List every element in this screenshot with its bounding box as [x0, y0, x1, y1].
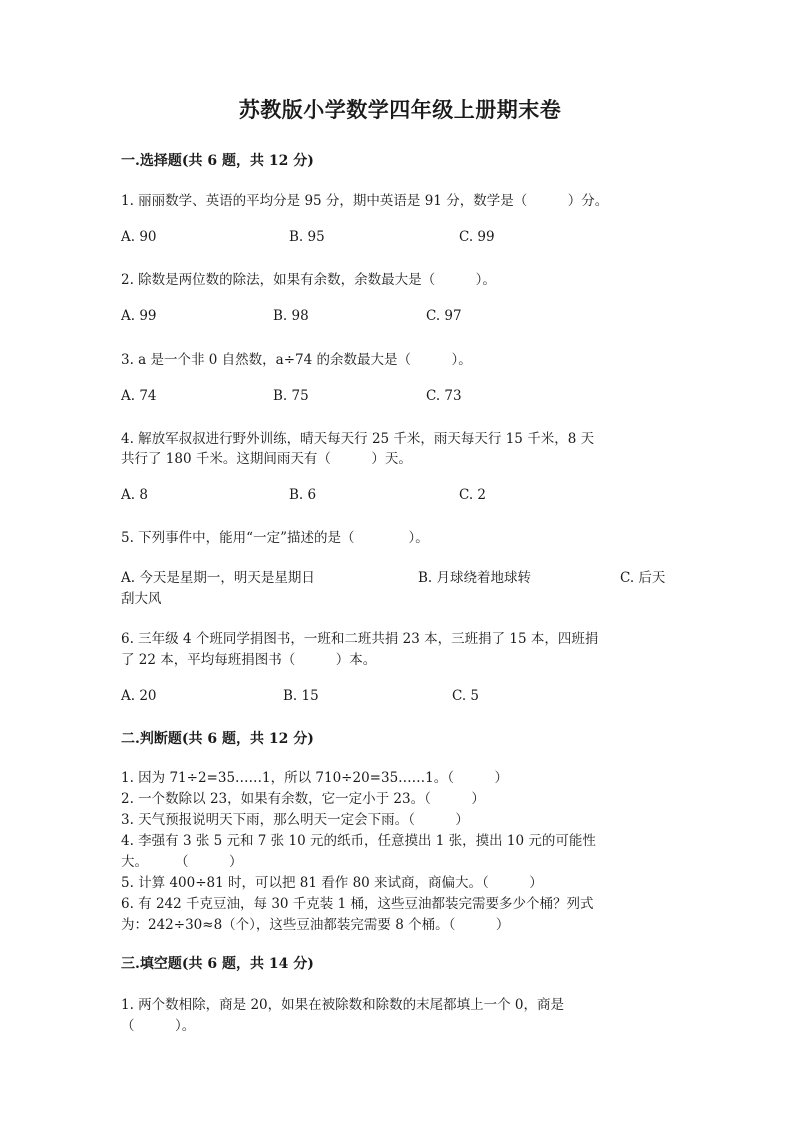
option-c: C. 后天: [620, 570, 666, 586]
question-judge-4-line-2: 大。 （ ）: [121, 854, 243, 870]
option-c: C. 97: [426, 308, 462, 324]
question-choice-3: 3. a 是一个非 0 自然数，a÷74 的余数最大是（ ）。: [121, 352, 472, 368]
option-a: A. 99: [121, 308, 157, 324]
section-heading-judge: 二.判断题(共 6 题，共 12 分): [121, 731, 314, 747]
option-a: A. 74: [121, 388, 157, 404]
option-a: A. 今天是星期一，明天是星期日: [121, 570, 315, 586]
question-choice-6-line-1: 6. 三年级 4 个班同学捐图书，一班和二班共捐 23 本，三班捐了 15 本，四班捐: [121, 631, 599, 647]
option-c: C. 73: [426, 388, 462, 404]
question-judge-5: 5. 计算 400÷81 时，可以把 81 看作 80 来试商，商偏大。（ ）: [121, 875, 543, 891]
question-fill-1-line-1: 1. 两个数相除，商是 20，如果在被除数和除数的末尾都填上一个 0，商是: [121, 997, 565, 1013]
section-heading-choice: 一.选择题(共 6 题，共 12 分): [121, 153, 314, 169]
option-a: A. 8: [121, 487, 148, 503]
option-b: B. 75: [273, 388, 309, 404]
question-choice-4-line-2: 共行了 180 千米。这期间雨天有（ ）天。: [121, 451, 412, 467]
option-b: B. 月球绕着地球转: [418, 570, 532, 586]
question-choice-4-line-1: 4. 解放军叔叔进行野外训练，晴天每天行 25 千米，雨天每天行 15 千米，8 天: [121, 431, 595, 447]
option-b: B. 95: [289, 229, 325, 245]
option-c: C. 5: [452, 688, 480, 704]
question-choice-1: 1. 丽丽数学、英语的平均分是 95 分，期中英语是 91 分，数学是（ ）分。: [121, 193, 609, 209]
exam-title: 苏教版小学数学四年级上册期末卷: [238, 97, 562, 122]
question-judge-4-line-1: 4. 李强有 3 张 5 元和 7 张 10 元的纸币，任意摸出 1 张，摸出 10 元的可能性: [121, 833, 596, 849]
question-judge-3: 3. 天气预报说明天下雨，那么明天一定会下雨。（ ）: [121, 812, 469, 828]
question-choice-6-line-2: 了 22 本，平均每班捐图书（ ）本。: [121, 652, 377, 668]
section-heading-fill: 三.填空题(共 6 题，共 14 分): [121, 956, 314, 972]
question-fill-1-line-2: （ ）。: [121, 1018, 196, 1034]
option-b: B. 6: [289, 487, 317, 503]
question-judge-6-line-2: 为：242÷30≈8（个），这些豆油都装完需要 8 个桶。（ ）: [121, 917, 510, 933]
question-judge-2: 2. 一个数除以 23，如果有余数，它一定小于 23。（ ）: [121, 791, 485, 807]
question-judge-1: 1. 因为 71÷2=35……1，所以 710÷20=35……1。（ ）: [121, 770, 508, 786]
option-c-continuation: 刮大风: [121, 591, 162, 607]
option-b: B. 15: [283, 688, 319, 704]
option-c: C. 99: [459, 229, 495, 245]
question-choice-2: 2. 除数是两位数的除法，如果有余数，余数最大是（ ）。: [121, 272, 496, 288]
option-a: A. 90: [121, 229, 157, 245]
option-b: B. 98: [273, 308, 309, 324]
question-judge-6-line-1: 6. 有 242 千克豆油，每 30 千克装 1 桶，这些豆油都装完需要多少个桶？列式: [121, 896, 594, 912]
question-choice-5: 5. 下列事件中，能用“一定”描述的是（ ）。: [121, 530, 429, 546]
option-a: A. 20: [121, 688, 157, 704]
option-c: C. 2: [459, 487, 487, 503]
